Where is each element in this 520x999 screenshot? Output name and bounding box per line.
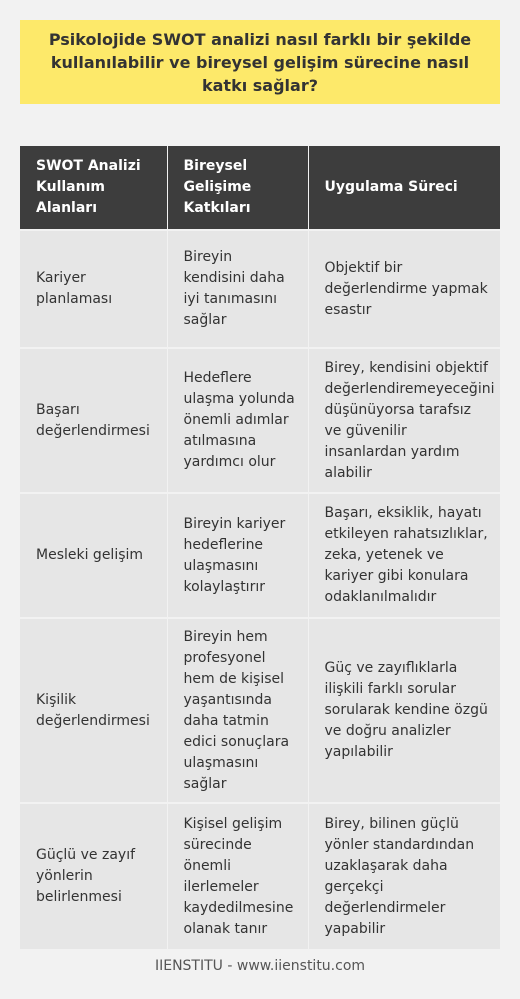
table-row	[20, 348, 500, 493]
contribution-cell: Bireyin kariyer hedeflerine ulaşmasını kolaylaştırır	[167, 493, 308, 618]
column-header-contributions: Bireysel Gelişime Katkıları	[167, 146, 308, 230]
column-header-application-process: Uygulama Süreci	[308, 146, 500, 230]
process-cell: Birey, bilinen güçlü yönler standardından uzaklaşarak daha gerçekçi değerlendirmeler yapabilir	[308, 803, 500, 949]
process-cell: Birey, kendisini objektif değerlendiremeyeceğini düşünüyorsa tarafsız ve güvenilir insanlardan yardım alabilir	[308, 348, 500, 493]
usage-area-cell: Kişilik değerlendirmesi	[20, 618, 167, 803]
column-header-usage-areas: SWOT Analizi Kullanım Alanları	[20, 146, 167, 230]
table-row	[20, 803, 500, 949]
contribution-cell: Bireyin hem profesyonel hem de kişisel yaşantısında daha tatmin edici sonuçlara ulaşmasını sağlar	[167, 618, 308, 803]
table-header-row	[20, 146, 500, 230]
contribution-cell: Kişisel gelişim sürecinde önemli ilerlemeler kaydedilmesine olanak tanır	[167, 803, 308, 949]
title-banner	[20, 20, 500, 104]
table-row	[20, 493, 500, 618]
usage-area-cell: Mesleki gelişim	[20, 493, 167, 618]
table-row	[20, 618, 500, 803]
process-cell: Objektif bir değerlendirme yapmak esastır	[308, 230, 500, 348]
footer-source: IIENSTITU - www.iienstitu.com	[154, 958, 366, 974]
process-cell: Güç ve zayıflıklarla ilişkili farklı sorular sorularak kendine özgü ve doğru analizler yapılabilir	[308, 618, 500, 803]
usage-area-cell: Başarı değerlendirmesi	[20, 348, 167, 493]
table-row	[20, 230, 500, 348]
contribution-cell: Hedeflere ulaşma yolunda önemli adımlar atılmasına yardımcı olur	[167, 348, 308, 493]
page-title: Psikolojide SWOT analizi nasıl farklı bir şekilde kullanılabilir ve bireysel gelişim sürecine nasıl katkı sağlar?	[48, 29, 472, 95]
usage-area-cell: Kariyer planlaması	[20, 230, 167, 348]
contribution-cell: Bireyin kendisini daha iyi tanımasını sağlar	[167, 230, 308, 348]
process-cell: Başarı, eksiklik, hayatı etkileyen rahatsızlıklar, zeka, yetenek ve kariyer gibi konulara odaklanılmalıdır	[308, 493, 500, 618]
swot-table	[20, 146, 500, 949]
usage-area-cell: Güçlü ve zayıf yönlerin belirlenmesi	[20, 803, 167, 949]
